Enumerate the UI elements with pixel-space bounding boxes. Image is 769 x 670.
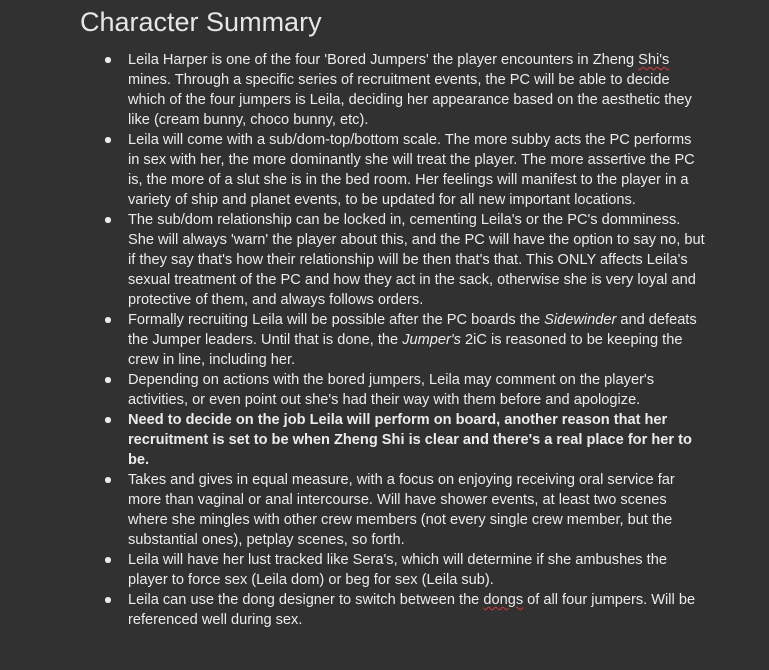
- bullet-text: 2iC is reasoned to be keeping the crew in line, including her.: [128, 332, 683, 368]
- bullet-item-scale: [80, 130, 705, 210]
- bullet-text: Leila will come with a sub/dom-top/bottom scale. The more subby acts the PC performs in sex with her, the more dominantly she will treat the player. The more assertive the PC is, the more of a slut she is in the bed room. Her feelings will manifest to the player in a variety of ship and planet events, to be updated for all new important locations.: [128, 132, 695, 208]
- bullet-text: and defeats the Jumper leaders. Until that is done, the: [128, 312, 697, 348]
- bullet-text: The sub/dom relationship can be locked in, cementing Leila's or the PC's domminess. She will always 'warn' the player about this, and the PC will have the option to say no, but if they say that's how their relationship will be then that's that. This ONLY affects Leila's sexual treatment of the PC and how they act in the sack, otherwise she is very loyal and protective of them, and always follows orders.: [128, 212, 705, 308]
- bullet-text: Leila Harper is one of the four 'Bored Jumpers' the player encounters in Zheng: [128, 52, 639, 68]
- section-heading: Character Summary: [80, 7, 322, 37]
- bullet-item-recruitment-intro: [80, 50, 705, 130]
- faction-name: Jumper's: [402, 332, 461, 348]
- bullet-item-job-note: [80, 410, 705, 470]
- spellcheck-word: dongs: [483, 592, 524, 608]
- spellcheck-word: Shi's: [638, 52, 670, 68]
- bullet-item-formal-recruit: [80, 310, 705, 370]
- bullet-text: Takes and gives in equal measure, with a focus on enjoying receiving oral service far more than vaginal or anal intercourse. Will have shower events, at least two scenes where she mingles with other crew members (not every single crew member, but the substantial ones), petplay scenes, so forth.: [128, 472, 675, 548]
- bullet-text: Leila will have her lust tracked like Sera's, which will determine if she ambushes the player to force sex (Leila dom) or beg for sex (Leila sub).: [128, 552, 667, 588]
- ship-name: Sidewinder: [544, 312, 617, 328]
- bullet-text: Leila can use the dong designer to switch between the: [128, 592, 484, 608]
- bullet-text: Formally recruiting Leila will be possible after the PC boards the: [128, 312, 545, 328]
- bullet-text: mines. Through a specific series of recruitment events, the PC will be able to decide which of the four jumpers is Leila, deciding her appearance based on the aesthetic they like (cream bunny, choco bunny, etc).: [128, 72, 692, 128]
- bullet-text: Depending on actions with the bored jumpers, Leila may comment on the player's activities, or even point out she's had their way with them before and apologize.: [128, 372, 655, 408]
- bullet-item-lock-in: [80, 210, 705, 310]
- bullet-text: of all four jumpers. Will be referenced well during sex.: [128, 592, 696, 628]
- bullet-list: [80, 50, 705, 630]
- bullet-item-lust: [80, 550, 705, 590]
- bullet-item-preferences: [80, 470, 705, 550]
- bullet-text: Need to decide on the job Leila will perform on board, another reason that her recruitment is set to be when Zheng Shi is clear and there's a real place for her to be.: [128, 412, 692, 468]
- bullet-item-designer: [80, 590, 705, 630]
- bullet-item-comments: [80, 370, 705, 410]
